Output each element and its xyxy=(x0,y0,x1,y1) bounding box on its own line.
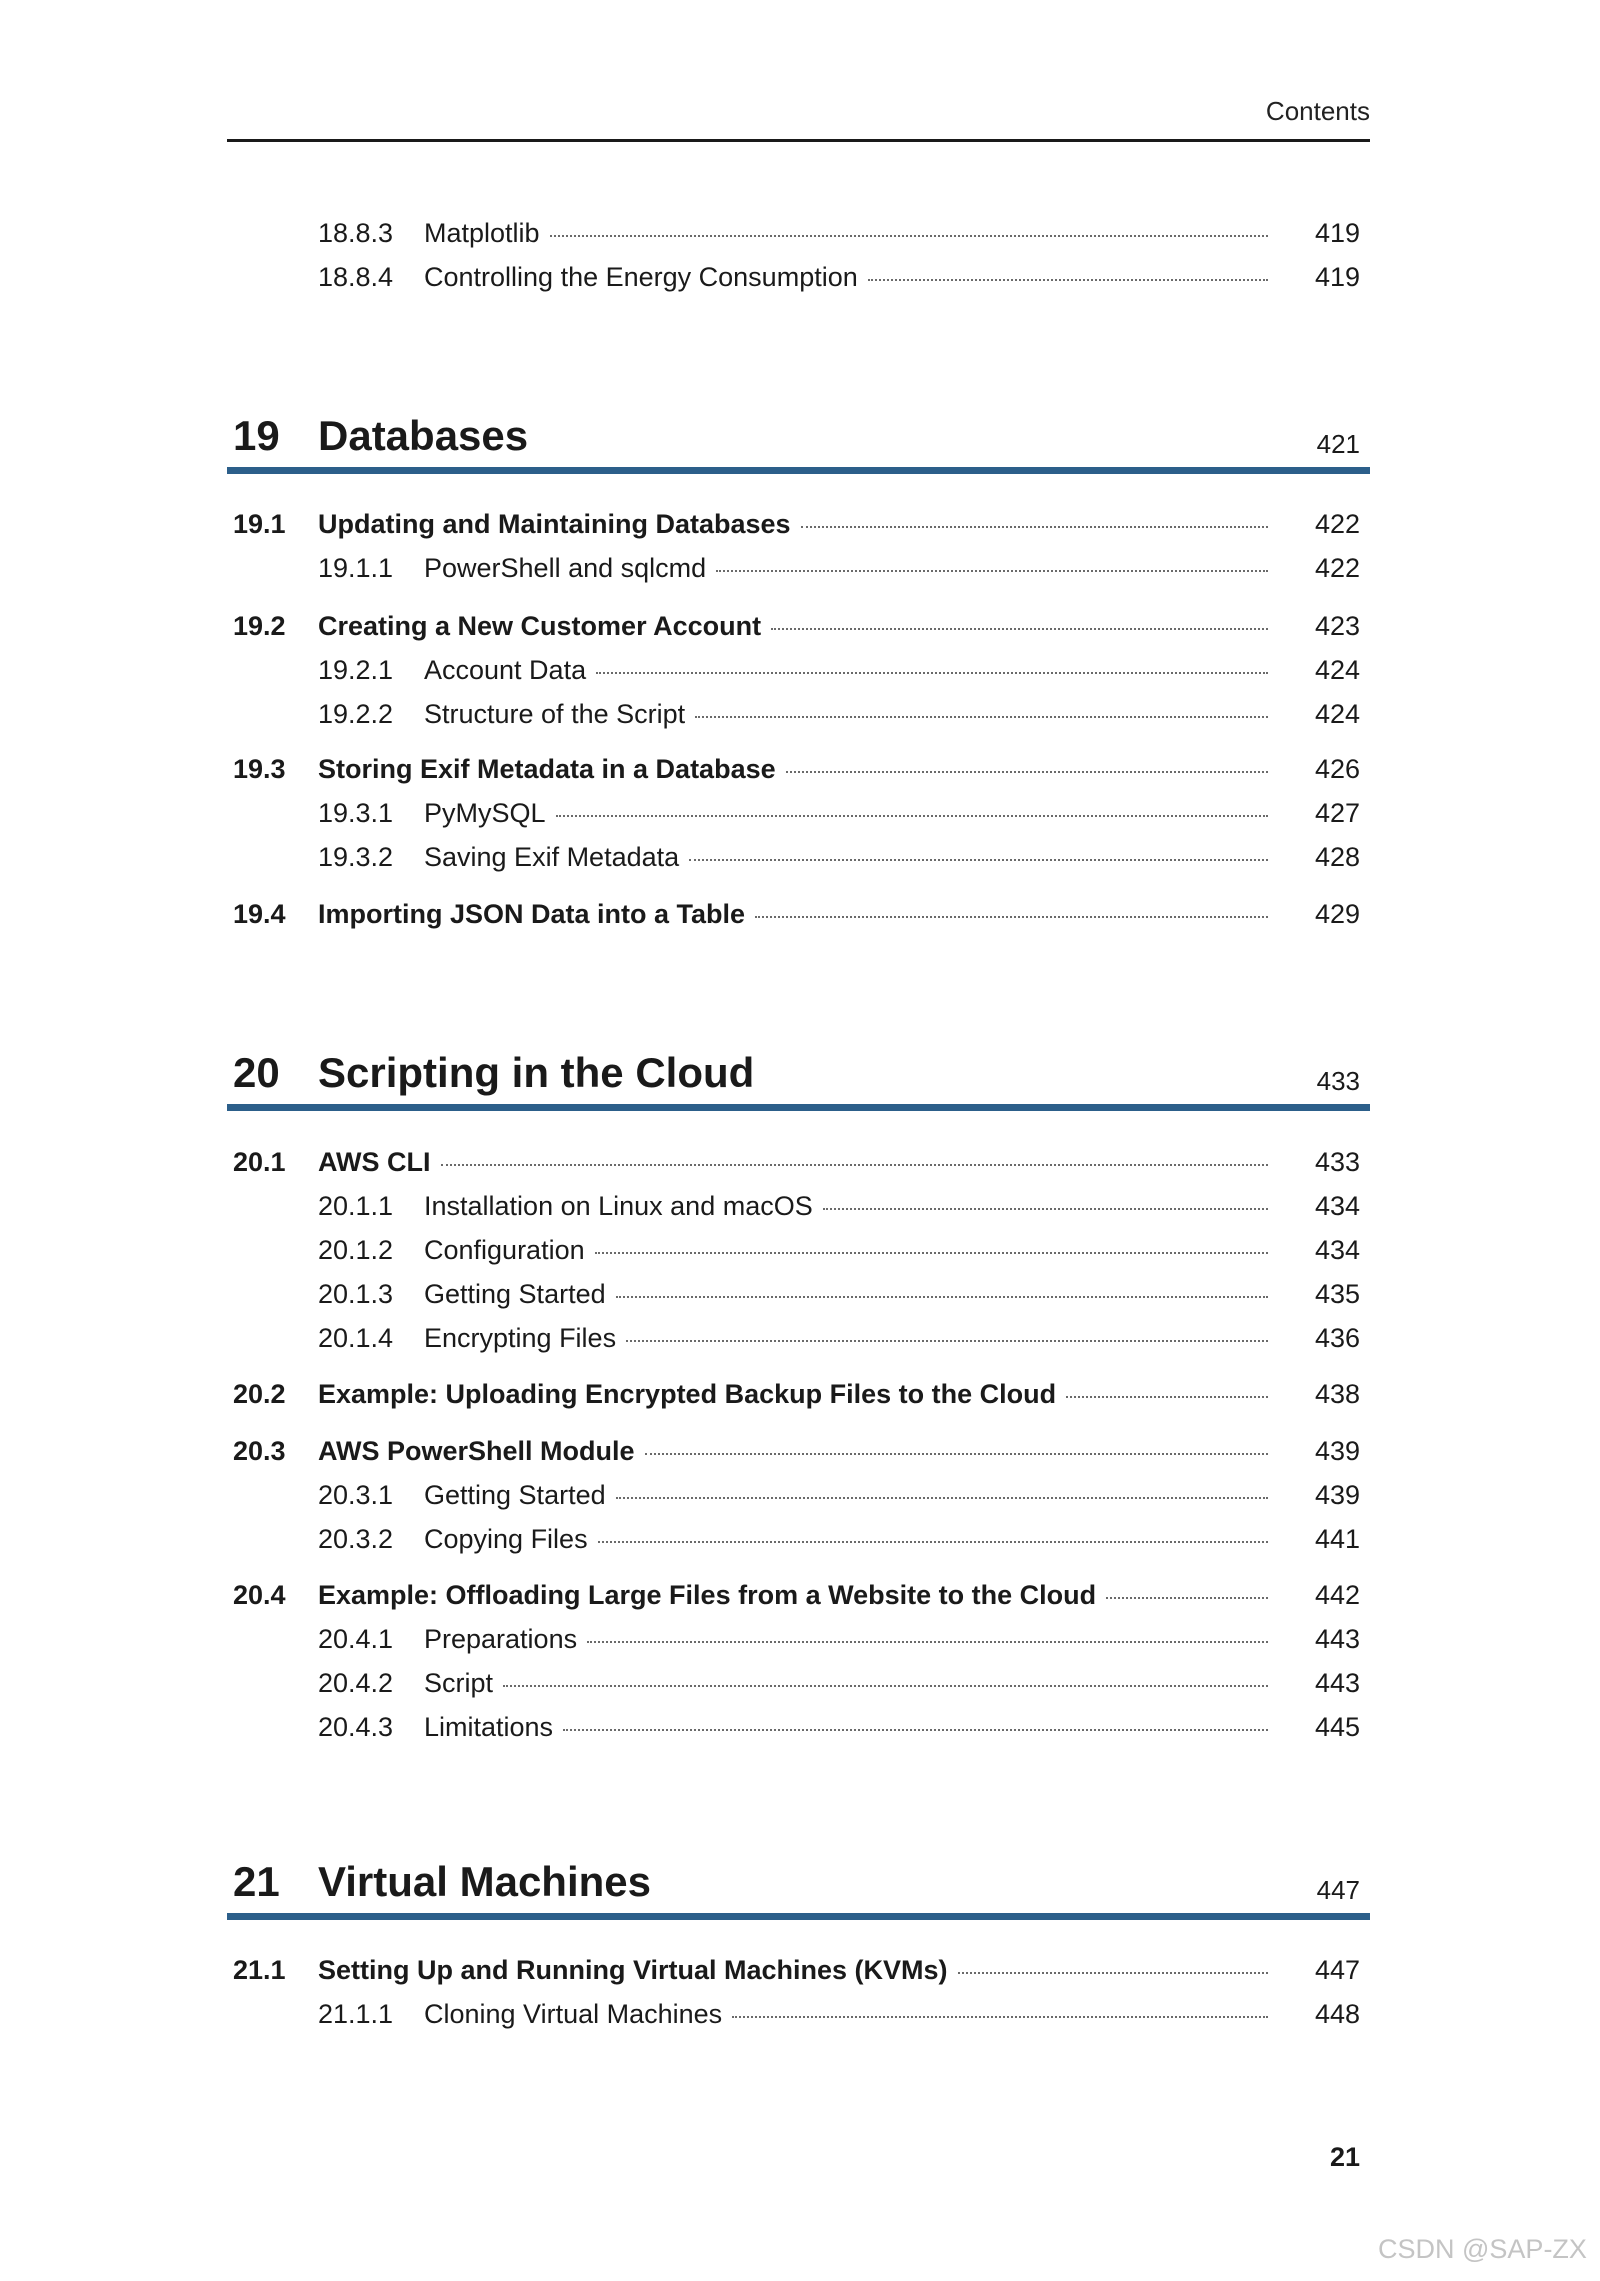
dot-leader xyxy=(595,1252,1268,1254)
toc-section[interactable] xyxy=(227,1147,1370,1178)
dot-leader xyxy=(689,859,1268,861)
entry-title: Example: Uploading Encrypted Backup Files to the Cloud xyxy=(318,1379,1057,1409)
entry-number: 19.2.1 xyxy=(318,655,394,685)
entry-title: PowerShell and sqlcmd xyxy=(424,553,707,583)
entry-page: 447 xyxy=(1314,1955,1360,1985)
entry-number: 19.3 xyxy=(233,754,286,784)
dot-leader xyxy=(823,1208,1268,1210)
dot-leader xyxy=(1066,1396,1268,1398)
entry-page: 438 xyxy=(1314,1379,1360,1409)
chapter-rule xyxy=(227,1913,1370,1920)
toc-entry[interactable] xyxy=(227,842,1370,873)
toc-entry[interactable] xyxy=(227,699,1370,730)
page-number: 21 xyxy=(1330,2142,1361,2172)
entry-page: 439 xyxy=(1314,1480,1360,1510)
entry-number: 19.3.1 xyxy=(318,798,394,828)
chapter-number: 21 xyxy=(233,1858,280,1905)
entry-number: 20.1.1 xyxy=(318,1191,394,1221)
toc-section[interactable] xyxy=(227,1379,1370,1410)
entry-title: Getting Started xyxy=(424,1279,606,1309)
entry-page: 441 xyxy=(1314,1524,1360,1554)
chapter-title: Virtual Machines xyxy=(318,1858,652,1905)
dot-leader xyxy=(596,672,1268,674)
entry-page: 419 xyxy=(1314,262,1360,292)
entry-number: 20.1.3 xyxy=(318,1279,394,1309)
dot-leader xyxy=(598,1541,1268,1543)
dot-leader xyxy=(732,2016,1268,2018)
entry-title: Structure of the Script xyxy=(424,699,686,729)
toc-entry[interactable] xyxy=(227,1279,1370,1310)
chapter-heading[interactable] xyxy=(227,1850,1370,1920)
entry-number: 20.1.4 xyxy=(318,1323,394,1353)
entry-page: 435 xyxy=(1314,1279,1360,1309)
entry-title: Cloning Virtual Machines xyxy=(424,1999,723,2029)
entry-number: 20.4 xyxy=(233,1580,286,1610)
toc-section[interactable] xyxy=(227,1580,1370,1611)
entry-title: Controlling the Energy Consumption xyxy=(424,262,858,292)
entry-title: Example: Offloading Large Files from a Website to the Cloud xyxy=(318,1580,1097,1610)
entry-page: 433 xyxy=(1314,1147,1360,1177)
entry-page: 422 xyxy=(1314,553,1360,583)
toc-entry[interactable] xyxy=(227,1712,1370,1743)
entry-number: 20.4.3 xyxy=(318,1712,394,1742)
entry-title: Installation on Linux and macOS xyxy=(424,1191,813,1221)
chapter-title: Databases xyxy=(318,412,529,459)
toc-entry[interactable] xyxy=(227,1235,1370,1266)
entry-title: Encrypting Files xyxy=(424,1323,617,1353)
dot-leader xyxy=(441,1164,1269,1166)
entry-title: Copying Files xyxy=(424,1524,588,1554)
chapter-rule xyxy=(227,467,1370,474)
entry-title: Getting Started xyxy=(424,1480,606,1510)
entry-page: 424 xyxy=(1314,699,1360,729)
entry-page: 428 xyxy=(1314,842,1360,872)
entry-number: 19.3.2 xyxy=(318,842,394,872)
entry-title: Configuration xyxy=(424,1235,585,1265)
entry-page: 429 xyxy=(1314,899,1360,929)
entry-title: PyMySQL xyxy=(424,798,546,828)
entry-page: 424 xyxy=(1314,655,1360,685)
running-title: Contents xyxy=(1265,96,1370,126)
entry-number: 21.1 xyxy=(233,1955,286,1985)
toc-section[interactable] xyxy=(227,1436,1370,1467)
toc-section[interactable] xyxy=(227,899,1370,930)
entry-number: 20.3 xyxy=(233,1436,286,1466)
entry-title: Matplotlib xyxy=(424,218,540,248)
entry-number: 19.2.2 xyxy=(318,699,394,729)
entry-page: 445 xyxy=(1314,1712,1360,1742)
toc-entry[interactable] xyxy=(227,553,1370,584)
entry-page: 439 xyxy=(1314,1436,1360,1466)
entry-number: 20.3.1 xyxy=(318,1480,394,1510)
entry-page: 434 xyxy=(1314,1191,1360,1221)
entry-title: Preparations xyxy=(424,1624,578,1654)
toc-entry[interactable] xyxy=(227,1524,1370,1555)
chapter-page: 433 xyxy=(1316,1066,1360,1096)
entry-number: 19.1.1 xyxy=(318,553,394,583)
entry-number: 21.1.1 xyxy=(318,1999,394,2029)
toc-entry[interactable] xyxy=(227,1999,1370,2030)
toc-entry[interactable] xyxy=(227,262,1370,293)
entry-page: 426 xyxy=(1314,754,1360,784)
dot-leader xyxy=(695,716,1268,718)
entry-page: 436 xyxy=(1314,1323,1360,1353)
entry-number: 20.1.2 xyxy=(318,1235,394,1265)
entry-title: Updating and Maintaining Databases xyxy=(318,509,791,539)
entry-number: 20.2 xyxy=(233,1379,286,1409)
toc-entry[interactable] xyxy=(227,1323,1370,1354)
entry-title: Importing JSON Data into a Table xyxy=(318,899,746,929)
entry-page: 443 xyxy=(1314,1668,1360,1698)
dot-leader xyxy=(786,771,1268,773)
toc-entry[interactable] xyxy=(227,1480,1370,1511)
toc-section[interactable] xyxy=(227,754,1370,785)
entry-number: 18.8.3 xyxy=(318,218,394,248)
entry-page: 423 xyxy=(1314,611,1360,641)
dot-leader xyxy=(801,526,1268,528)
entry-number: 18.8.4 xyxy=(318,262,394,292)
entry-page: 448 xyxy=(1314,1999,1360,2029)
toc-section[interactable] xyxy=(227,1955,1370,1986)
dot-leader xyxy=(550,235,1268,237)
entry-title: Limitations xyxy=(424,1712,554,1742)
dot-leader xyxy=(563,1729,1268,1731)
entry-title: AWS CLI xyxy=(318,1147,431,1177)
toc-entry[interactable] xyxy=(227,655,1370,686)
dot-leader xyxy=(1106,1597,1268,1599)
watermark: CSDN @SAP-ZX xyxy=(1378,2234,1587,2264)
running-head xyxy=(227,0,1370,142)
dot-leader xyxy=(716,570,1268,572)
entry-number: 19.4 xyxy=(233,899,286,929)
chapter-page: 447 xyxy=(1316,1875,1360,1905)
toc-entry[interactable] xyxy=(227,1668,1370,1699)
chapter-number: 19 xyxy=(233,412,280,459)
entry-number: 20.1 xyxy=(233,1147,286,1177)
entry-number: 19.1 xyxy=(233,509,286,539)
dot-leader xyxy=(556,815,1268,817)
entry-page: 422 xyxy=(1314,509,1360,539)
chapter-heading[interactable] xyxy=(227,1041,1370,1111)
toc-entry[interactable] xyxy=(227,1191,1370,1222)
dot-leader xyxy=(771,628,1268,630)
dot-leader xyxy=(616,1497,1268,1499)
dot-leader xyxy=(755,916,1268,918)
chapter-number: 20 xyxy=(233,1049,280,1096)
chapter-title: Scripting in the Cloud xyxy=(318,1049,755,1096)
entry-title: Script xyxy=(424,1668,494,1698)
dot-leader xyxy=(645,1453,1268,1455)
entry-number: 19.2 xyxy=(233,611,286,641)
entry-title: Setting Up and Running Virtual Machines (KVMs) xyxy=(318,1955,948,1985)
toc-entry[interactable] xyxy=(227,798,1370,829)
entry-page: 442 xyxy=(1314,1580,1360,1610)
toc-section[interactable] xyxy=(227,509,1370,540)
chapter-rule xyxy=(227,1104,1370,1111)
toc-section[interactable] xyxy=(227,611,1370,642)
entry-title: Saving Exif Metadata xyxy=(424,842,680,872)
chapter-page: 421 xyxy=(1316,429,1360,459)
dot-leader xyxy=(616,1296,1268,1298)
dot-leader xyxy=(868,279,1268,281)
entry-page: 427 xyxy=(1314,798,1360,828)
entry-page: 434 xyxy=(1314,1235,1360,1265)
dot-leader xyxy=(626,1340,1268,1342)
entry-page: 443 xyxy=(1314,1624,1360,1654)
dot-leader xyxy=(958,1972,1268,1974)
entry-number: 20.3.2 xyxy=(318,1524,394,1554)
entry-title: Storing Exif Metadata in a Database xyxy=(318,754,776,784)
dot-leader xyxy=(587,1641,1268,1643)
toc-entry[interactable] xyxy=(227,218,1370,249)
entry-title: Creating a New Customer Account xyxy=(318,611,762,641)
entry-number: 20.4.1 xyxy=(318,1624,394,1654)
dot-leader xyxy=(503,1685,1268,1687)
entry-title: AWS PowerShell Module xyxy=(318,1436,635,1466)
entry-title: Account Data xyxy=(424,655,587,685)
chapter-heading[interactable] xyxy=(227,404,1370,474)
entry-number: 20.4.2 xyxy=(318,1668,394,1698)
entry-page: 419 xyxy=(1314,218,1360,248)
toc-entry[interactable] xyxy=(227,1624,1370,1655)
